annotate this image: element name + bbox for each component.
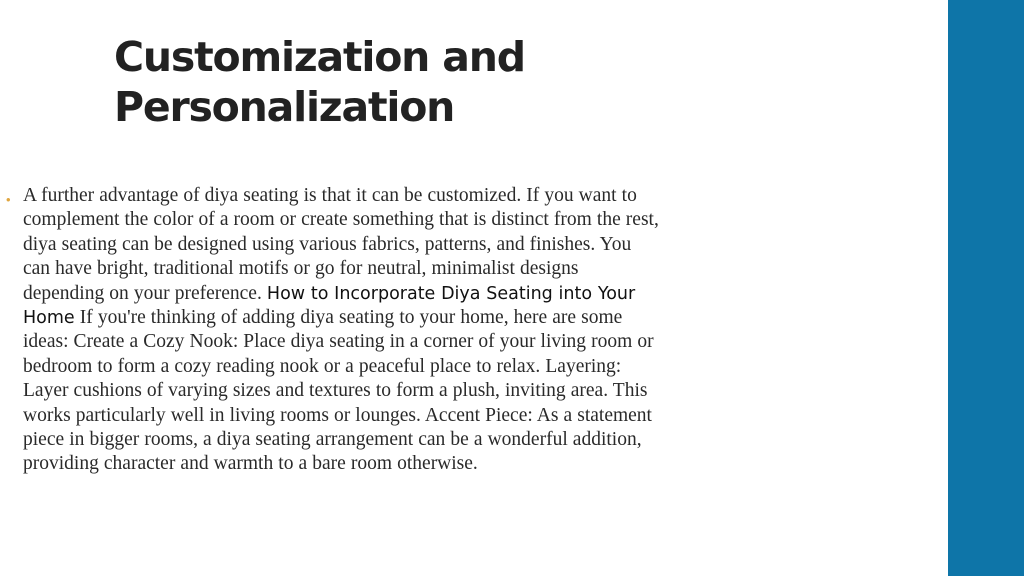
accent-side-bar (948, 0, 1024, 576)
bullet-marker: • (6, 192, 11, 207)
slide-title: Customization and Personalization (114, 33, 525, 131)
paragraph-intro-text: A further advantage of diya seating is that it can be customized. If you want to complement the color of a room or create something that is distinct from the rest, diya seating can be designed using various fabrics, patterns, and finishes. You can have bright, traditional motifs or go for neutral, minimalist designs depending on your preference. (23, 185, 659, 304)
body-paragraph (23, 184, 663, 477)
inline-section-heading: How to Incorporate Diya Seating into Your Home (23, 283, 636, 329)
paragraph-ideas-text: If you're thinking of adding diya seating to your home, here are some ideas: Create a Cozy Nook: Place diya seating in a corner of your living room or bedroom to form a cozy reading nook or a peaceful place to relax. Layering: Layer cushions of varying sizes and textures to form a plush, inviting area. This works particularly well in living rooms or lounges. Accent Piece: As a statement piece in bigger rooms, a diya seating arrangement can be a wonderful addition, providing character and warmth to a bare room otherwise. (23, 307, 654, 475)
